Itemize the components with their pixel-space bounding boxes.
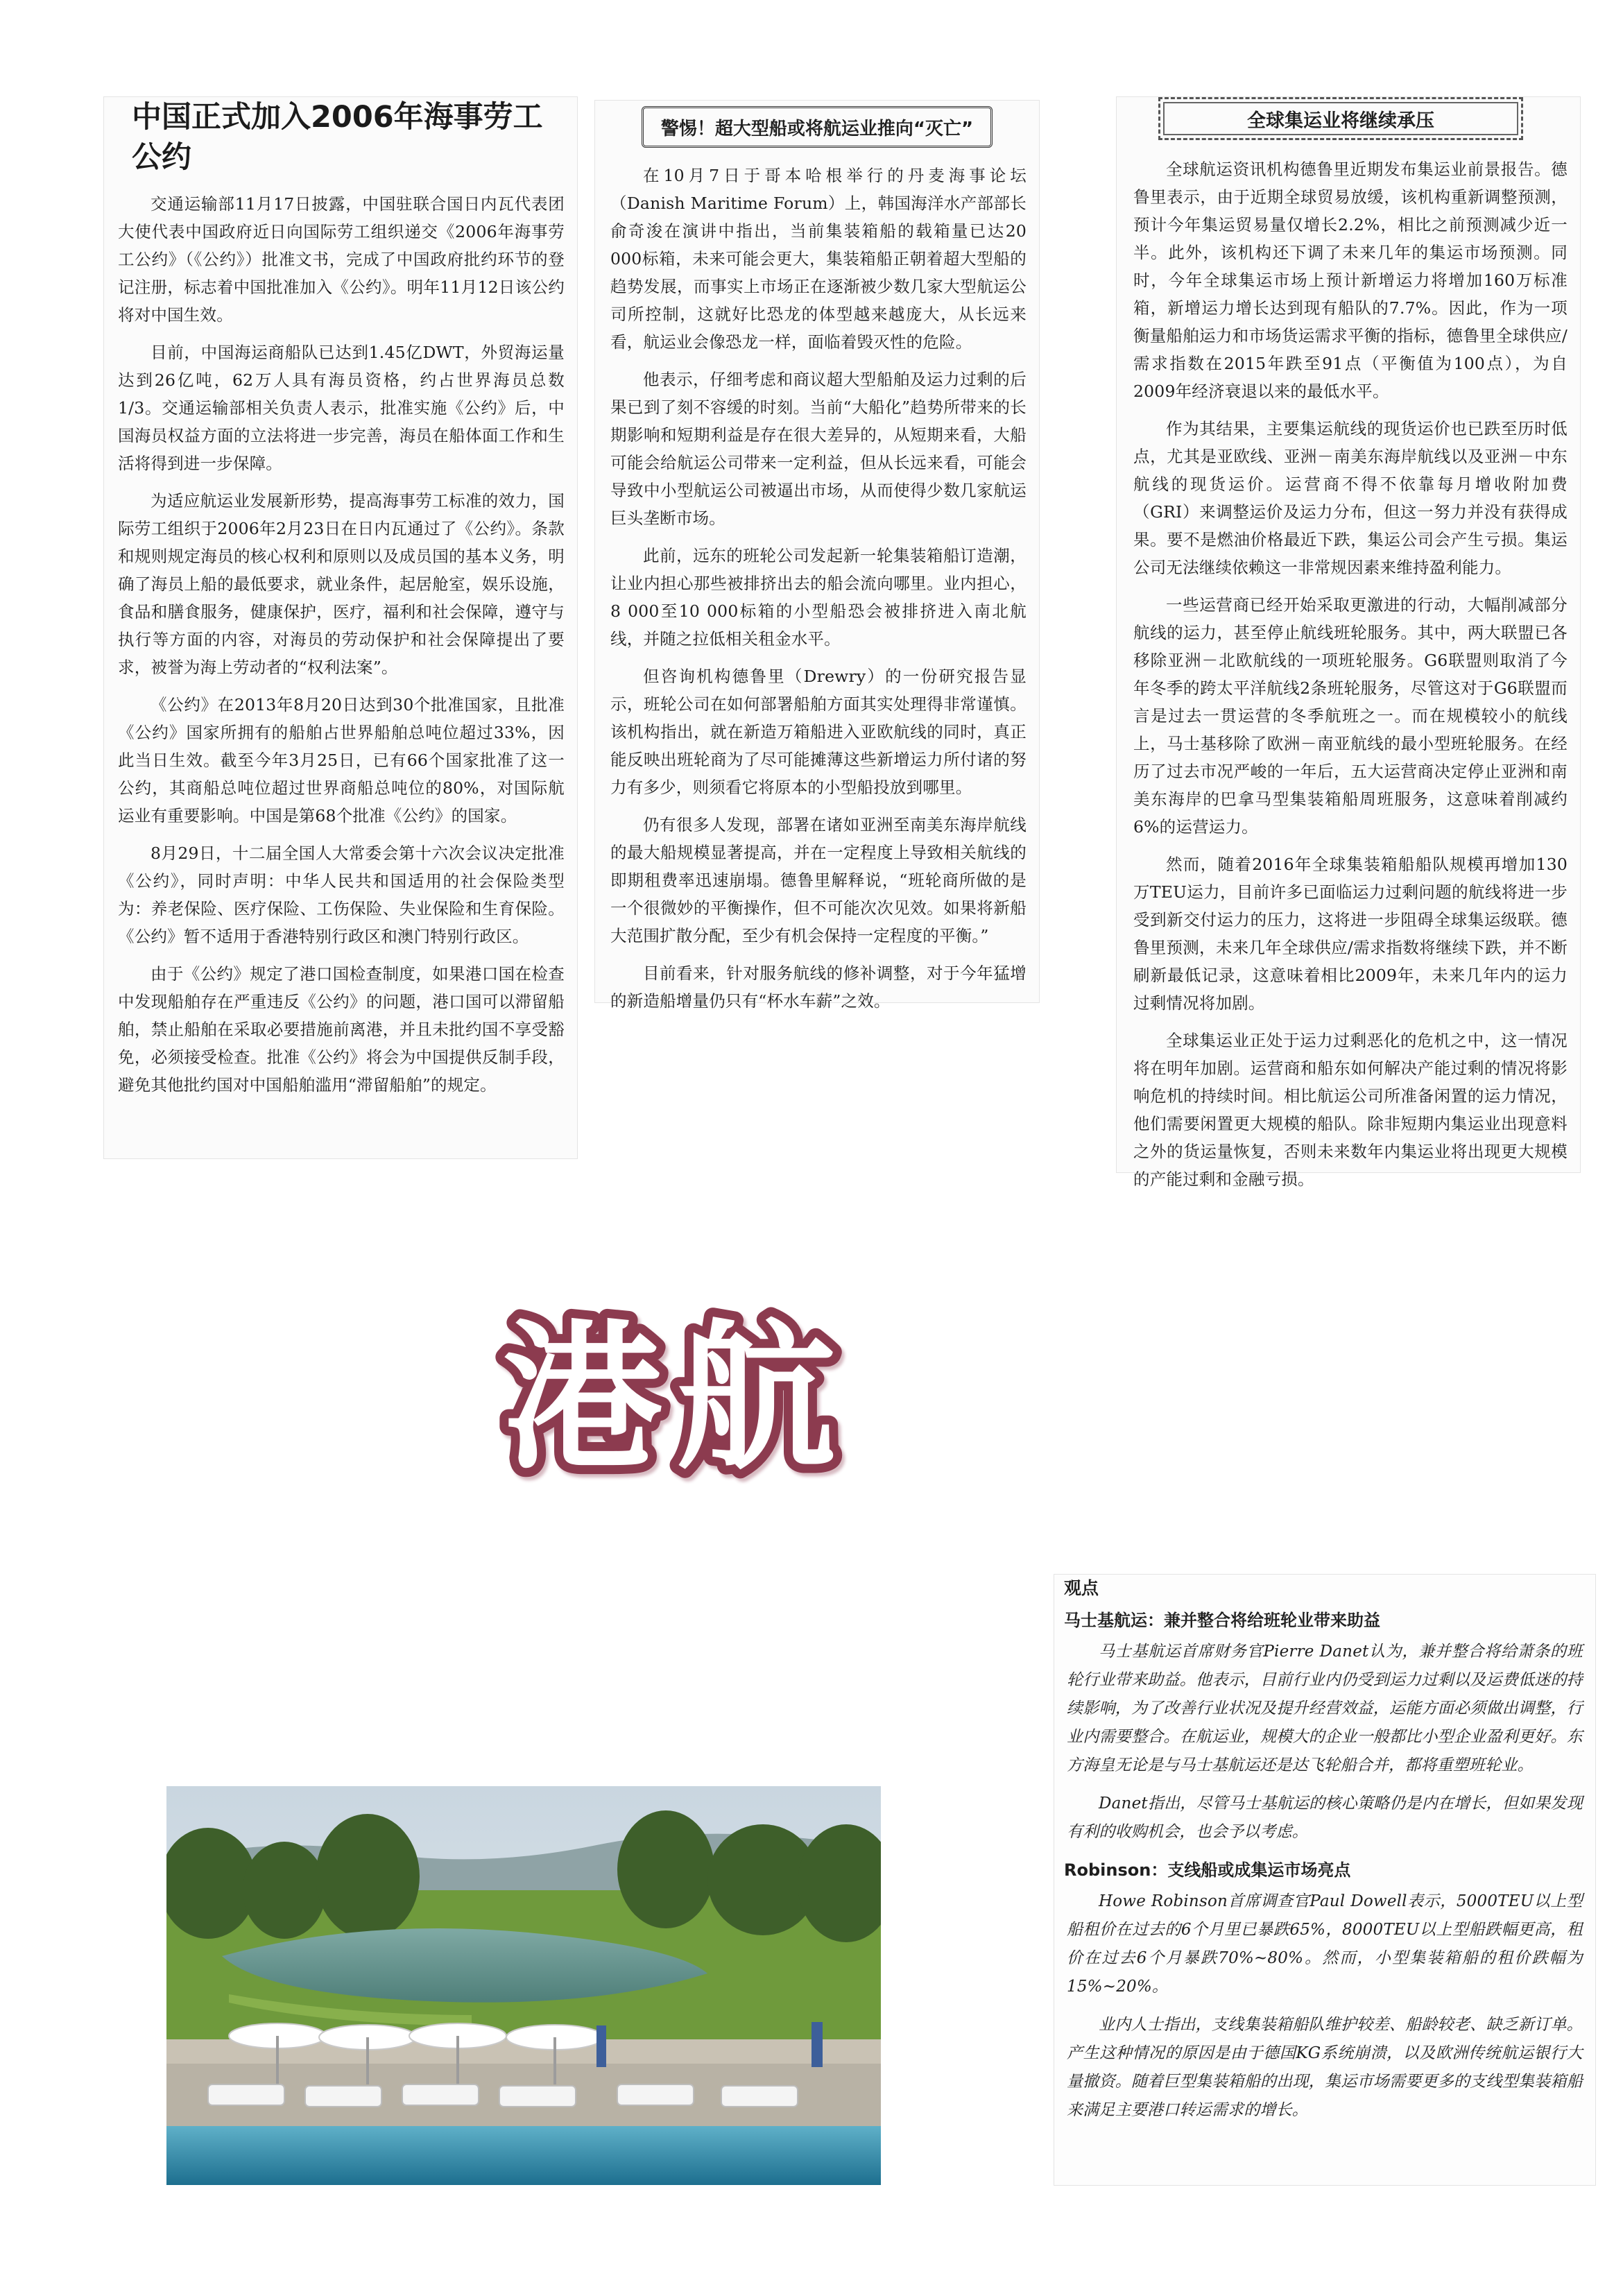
paragraph: 他表示，仔细考虑和商议超大型船舶及运力过剩的后果已到了刻不容缓的时刻。当前“大船化”趋势所带来的长期影响和短期利益是存在很大差异的，从短期来看，大船可能会给航运公司带来一定利益，但从长远来看，可能会导致中小型航运公司被逼出市场，从而使得少数几家航运巨头垄断市场。 xyxy=(610,370,1027,528)
paragraph: 一些运营商已经开始采取更激进的行动，大幅削减部分航线的运力，甚至停止航线班轮服务。其中，两大联盟已各移除亚洲－北欧航线的一项班轮服务。G6联盟则取消了今年冬季的跨太平洋航线2条班轮服务，尽管这对于G6联盟而言是过去一贯运营的冬季航班之一。而在规模较小的航线上，马士基移除了欧洲－南亚航线的最小型班轮服务。在经历了过去市况严峻的一年后，五大运营商决定停止亚洲和南美东海岸的巴拿马型集装箱船周班服务，这意味着削减约6%的运营运力。 xyxy=(1133,595,1568,837)
viewpoint-heading: Robinson：支线船或成集运市场亮点 xyxy=(1064,1860,1351,1880)
article-body xyxy=(1117,155,1580,1193)
paragraph: Danet指出，尽管马士基航运的核心策略仍是内在增长，但如果发现有利的收购机会，也会予以考虑。 xyxy=(1067,1794,1583,1841)
logo-graphic xyxy=(472,1269,881,1519)
viewpoint-section xyxy=(1054,1575,1595,2185)
paragraph: 业内人士指出，支线集装箱船队维护较差、船龄较老、缺乏新订单。产生这种情况的原因是由于德国KG系统崩溃，以及欧洲传统航运银行大量撤资。随着巨型集装箱船的出现，集运市场需要更多的支线型集装箱船来满足主要港口转运需求的增长。 xyxy=(1067,2016,1583,2119)
article-body xyxy=(595,162,1039,1015)
paragraph: 目前，中国海运商船队已达到1.45亿DWT，外贸海运量达到26亿吨，62万人具有海员资格，约占世界海员总数1/3。交通运输部相关负责人表示，批准实施《公约》后，中国海员权益方面的立法将进一步完善，海员在船体面工作和生活将得到进一步保障。 xyxy=(118,343,565,473)
paragraph: 8月29日，十二届全国人大常委会第十六次会议决定批准《公约》，同时声明：中华人民共和国适用的社会保险类型为：养老保险、医疗保险、工伤保险、失业保险和生育保险。《公约》暂不适用于香港特别行政区和澳门特别行政区。 xyxy=(118,843,565,946)
article-title: 全球集运业将继续承压 xyxy=(1158,97,1523,140)
viewpoint-body xyxy=(1054,1887,1595,2125)
logo-text: 港航 xyxy=(502,1306,850,1491)
viewpoint-heading: 马士基航运：兼并整合将给班轮业带来助益 xyxy=(1064,1611,1380,1630)
resort-photo xyxy=(166,1786,881,2185)
port-shipping-logo xyxy=(472,1269,881,1519)
viewpoint-body xyxy=(1054,1638,1595,1847)
resort-lake-pool-photo-image xyxy=(166,1786,881,2185)
paragraph: 仍有很多人发现，部署在诸如亚洲至南美东海岸航线的最大船规模显著提高，并在一定程度上导致相关航线的即期租费率迅速崩塌。德鲁里解释说，“班轮商所做的是一个很微妙的平衡操作，但不可能次次见效。如果将新船大范围扩散分配，至少有机会保持一定程度的平衡。” xyxy=(610,815,1027,945)
article-title: 中国正式加入2006年海事劳工公约 xyxy=(132,100,543,175)
paragraph: 《公约》在2013年8月20日达到30个批准国家，且批准《公约》国家所拥有的船舶占世界船舶总吨位超过33%，因此当日生效。截至今年3月25日，已有66个国家批准了这一公约，其商船总吨位超过世界商船总吨位的80%，对国际航运业有重要影响。中国是第68个批准《公约》的国家。 xyxy=(118,695,565,825)
paragraph: 由于《公约》规定了港口国检查制度，如果港口国在检查中发现船舶存在严重违反《公约》的问题，港口国可以滞留船舶，禁止船舶在采取必要措施前离港，并且未批约国不享受豁免，必须接受检查。批准《公约》将会为中国提供反制手段，避免其他批约国对中国船舶滥用“滞留船舶”的规定。 xyxy=(118,964,565,1095)
paragraph: Howe Robinson首席调查官Paul Dowell表示，5000TEU以上型船租价在过去的6个月里已暴跌65%，8000TEU以上型船跌幅更高，租价在过去6个月暴跌70%~80%。然而，小型集装箱船的租价跌幅为15%~20%。 xyxy=(1067,1892,1583,1996)
paragraph: 但咨询机构德鲁里（Drewry）的一份研究报告显示，班轮公司在如何部署船舶方面其实处理得非常谨慎。该机构指出，就在新造万箱船进入亚欧航线的同时，真正能反映出班轮商为了尽可能摊薄这些新增运力所付诸的努力有多少，则须看它将原本的小型船投放到哪里。 xyxy=(610,667,1027,797)
paragraph: 作为其结果，主要集运航线的现货运价也已跌至历时低点，尤其是亚欧线、亚洲－南美东海岸航线以及亚洲－中东航线的现货运价。运营商不得不依靠每月增收附加费（GRI）来调整运价及运力分布，但这一努力并没有获得成果。要不是燃油价格最近下跌，集运公司会产生亏损。集运公司无法继续依赖这一非常规因素来维持盈利能力。 xyxy=(1133,419,1568,577)
paragraph: 全球集运业正处于运力过剩恶化的危机之中，这一情况将在明年加剧。运营商和船东如何解决产能过剩的情况将影响危机的持续时间。相比航运公司所准备闲置的运力情况，他们需要闲置更大规模的船队。除非短期内集运业出现意料之外的货运量恢复，否则未来数年内集运业将出现更大规模的产能过剩和金融亏损。 xyxy=(1133,1031,1568,1189)
article-title: 警惕！超大型船或将航运业推向“灭亡” xyxy=(642,106,993,148)
paragraph: 交通运输部11月17日披露，中国驻联合国日内瓦代表团大使代表中国政府近日向国际劳工组织递交《2006年海事劳工公约》（《公约》）批准文书，完成了中国政府批约环节的登记注册，标志着中国批准加入《公约》。明年11月12日该公约将对中国生效。 xyxy=(118,194,565,325)
article-maritime-labour-convention xyxy=(104,97,577,1158)
paragraph: 目前看来，针对服务航线的修补调整，对于今年猛增的新造船增量仍只有“杯水车薪”之效。 xyxy=(610,963,1027,1011)
paragraph: 此前，远东的班轮公司发起新一轮集装箱船订造潮，让业内担心那些被排挤出去的船会流向哪里。业内担心，8 000至10 000标箱的小型船恐会被排挤进入南北航线，并随之拉低相关租金水平。 xyxy=(610,546,1027,649)
section-label: 观点 xyxy=(1064,1578,1099,1598)
article-body xyxy=(104,190,577,1099)
paragraph: 全球航运资讯机构德鲁里近期发布集运业前景报告。德鲁里表示，由于近期全球贸易放缓，该机构重新调整预测，预计今年集运贸易量仅增长2.2%，相比之前预测减少近一半。此外，该机构还下调了未来几年的集运市场预测。同时，今年全球集运市场上预计新增运力将增加160万标准箱，新增运力增长达到现有船队的7.7%。因此，作为一项衡量船舶运力和市场货运需求平衡的指标，德鲁里全球供应/需求指数在2015年跌至91点（平衡值为100点），为自2009年经济衰退以来的最低水平。 xyxy=(1133,160,1568,401)
article-global-container-pressure xyxy=(1117,97,1580,1189)
article-mega-ships-warning xyxy=(595,101,1039,1011)
paragraph: 在10月7日于哥本哈根举行的丹麦海事论坛（Danish Maritime Forum）上，韩国海洋水产部部长俞奇浚在演讲中指出，当前集装箱船的载箱量已达20 000标箱，未来可能会更大，集装箱船正朝着超大型船的趋势发展，而事实上市场正在逐渐被少数几家大型航运公司所控制，这就好比恐龙的体型越来越庞大，从长远来看，航运业会像恐龙一样，面临着毁灭性的危险。 xyxy=(610,166,1027,352)
paragraph: 然而，随着2016年全球集装箱船船队规模再增加130万TEU运力，目前许多已面临运力过剩问题的航线将进一步受到新交付运力的压力，这将进一步阻碍全球集运级联。德鲁里预测，未来几年全球供应/需求指数将继续下跌，并不断刷新最低记录，这意味着相比2009年，未来几年内的运力过剩情况将加剧。 xyxy=(1133,855,1568,1013)
paragraph: 马士基航运首席财务官Pierre Danet认为，兼并整合将给萧条的班轮行业带来助益。他表示，目前行业内仍受到运力过剩以及运费低迷的持续影响，为了改善行业状况及提升经营效益，运能方面必须做出调整，行业内需要整合。在航运业，规模大的企业一般都比小型企业盈利更好。东方海皇无论是与马士基航运还是达飞轮船合并，都将重塑班轮业。 xyxy=(1067,1643,1583,1774)
paragraph: 为适应航运业发展新形势，提高海事劳工标准的效力，国际劳工组织于2006年2月23日在日内瓦通过了《公约》。条款和规则规定海员的核心权利和原则以及成员国的基本义务，明确了海员上船的最低要求，就业条件，起居舱室，娱乐设施，食品和膳食服务，健康保护，医疗，福利和社会保障，遵守与执行等方面的内容，对海员的劳动保护和社会保障提出了要求，被誉为海上劳动者的“权利法案”。 xyxy=(118,491,565,677)
